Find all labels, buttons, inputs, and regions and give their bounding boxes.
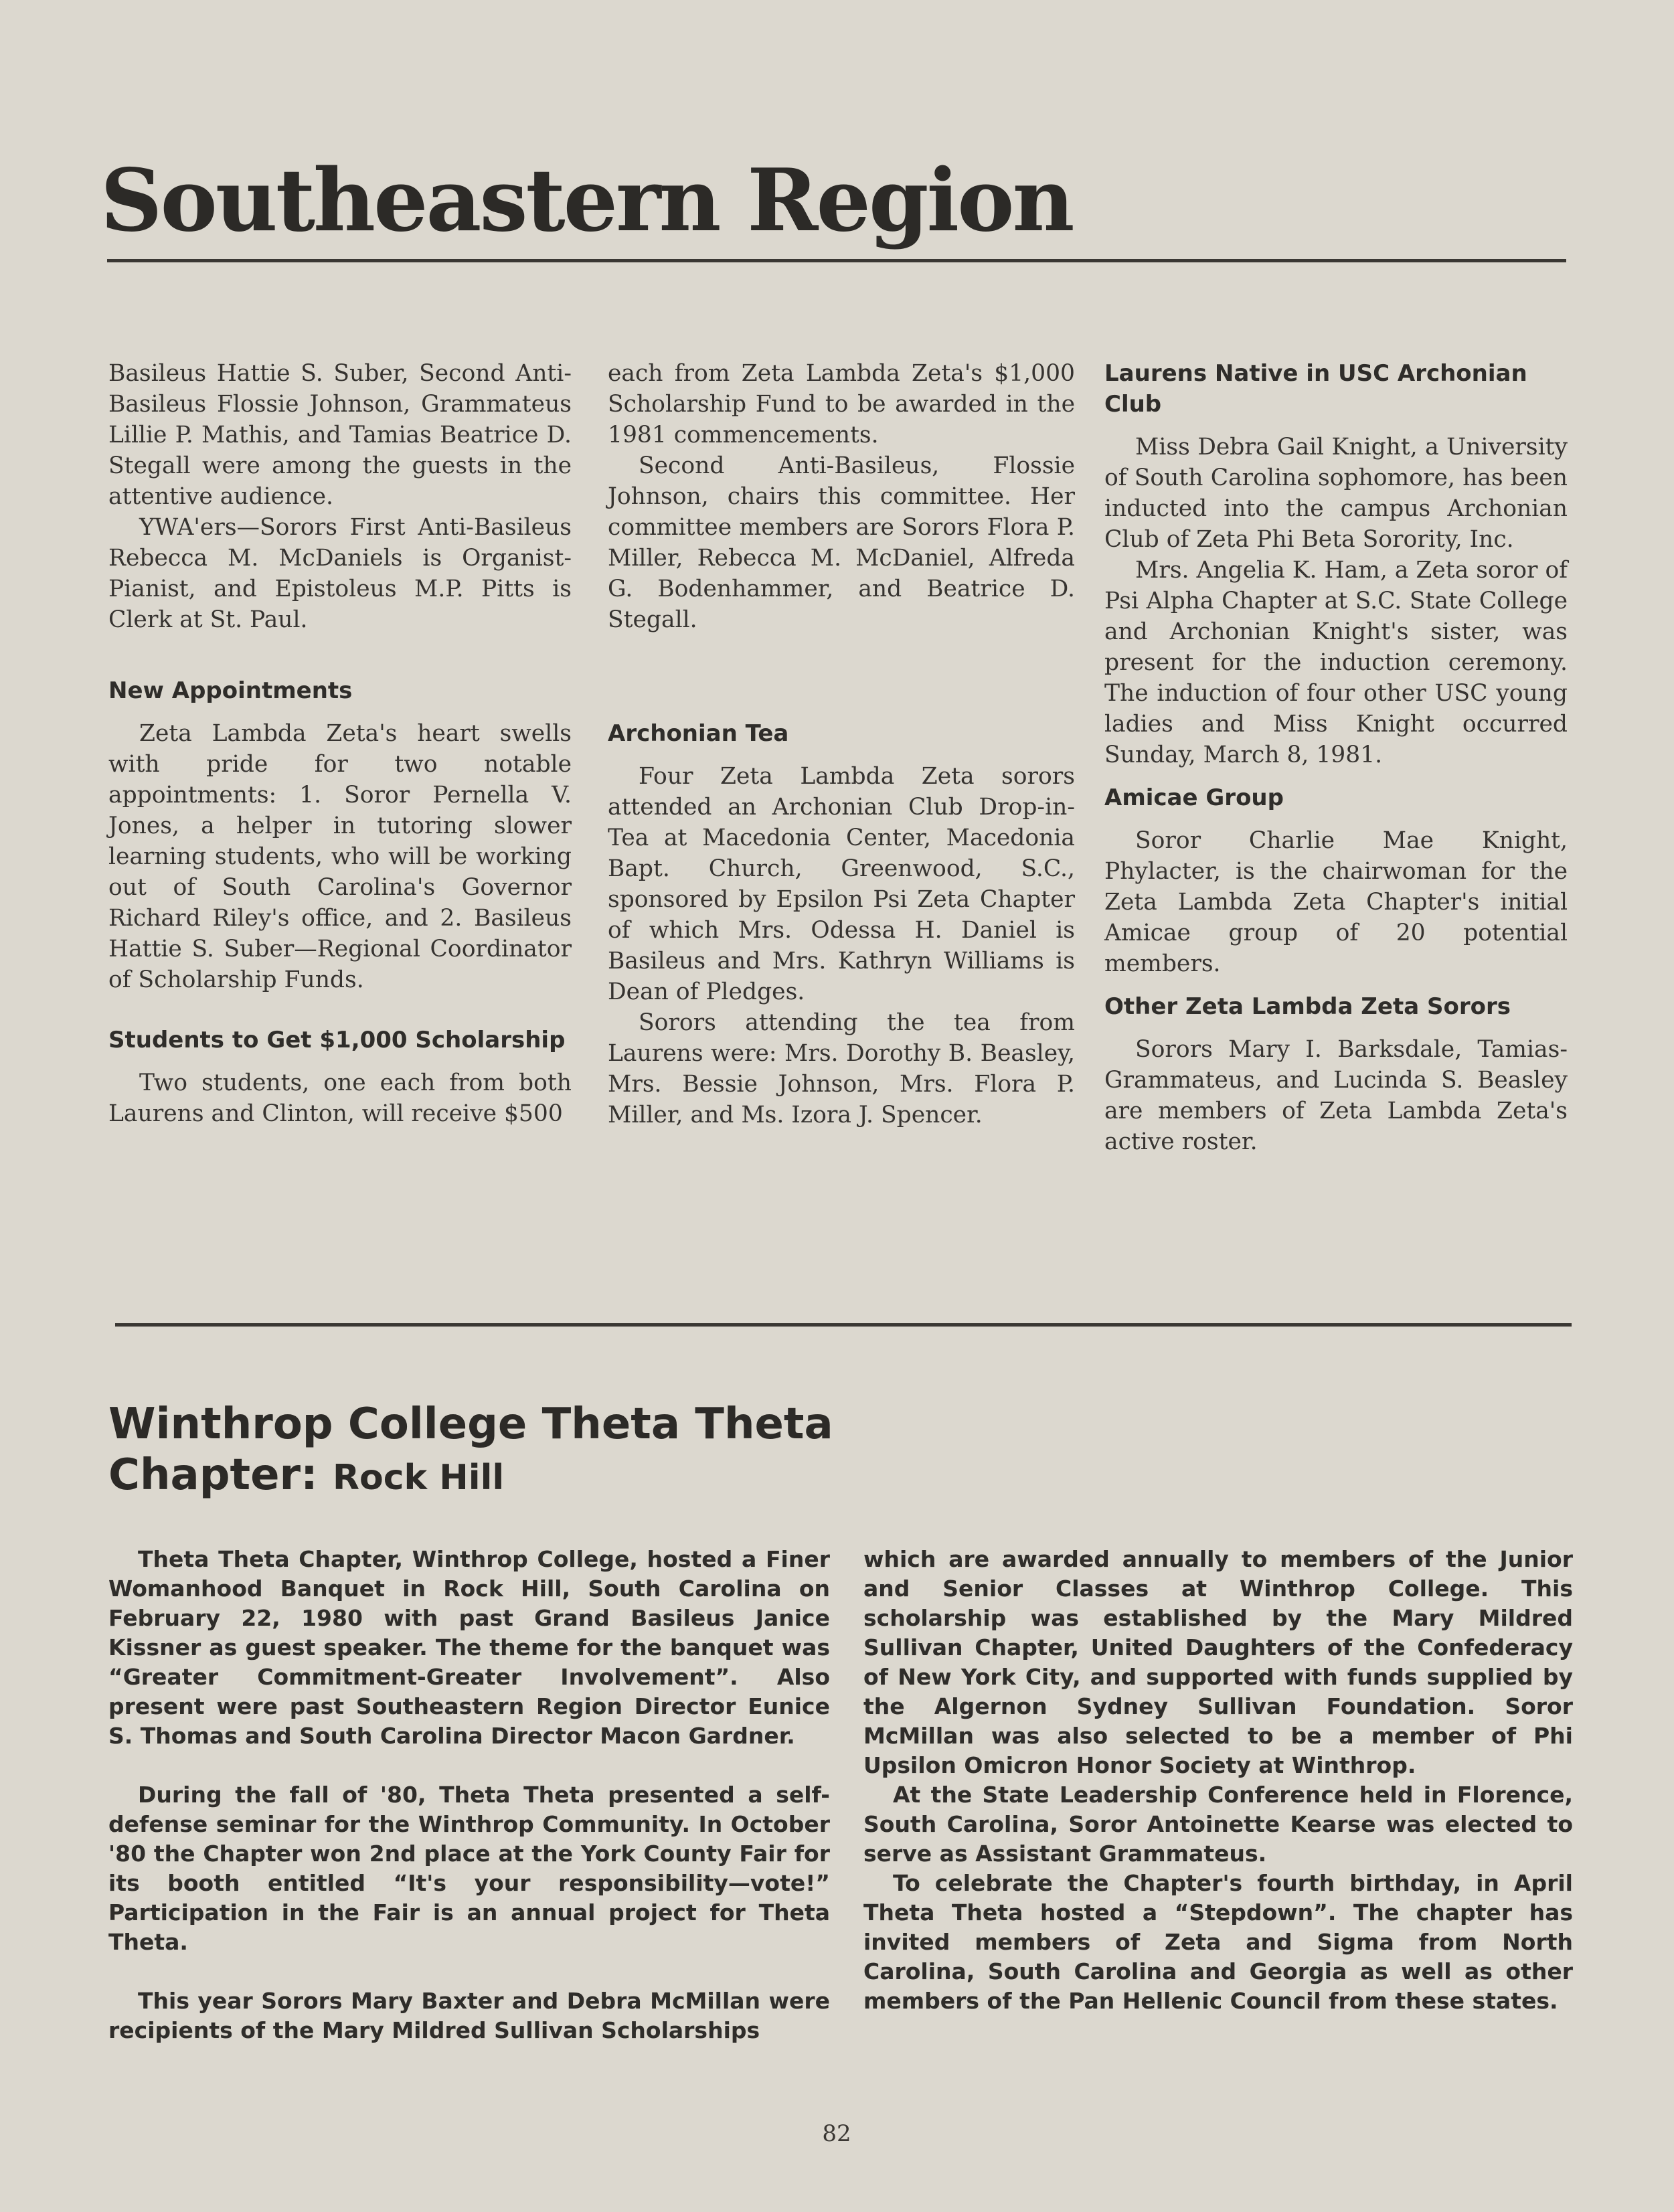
paragraph: This year Sorors Mary Baxter and Debra McMillan were recipients of the Mary Mildred Sullivan Scholarships	[108, 1988, 830, 2043]
paragraph: Sorors attending the tea from Laurens were: Mrs. Dorothy B. Beasley, Mrs. Bessie Johnson, Mrs. Flora P. Miller, and Ms. Izora J. Spencer.	[608, 1009, 1075, 1128]
heading-other-sorors: Other Zeta Lambda Zeta Sorors	[1104, 993, 1511, 1020]
paragraph: During the fall of '80, Theta Theta presented a self-defense seminar for the Winthrop Community. In October '80 the Chapter won 2nd place at the York County Fair for its booth entitled “It's your responsibility—vote!” Participation in the Fair is an annual project for Theta Theta.	[108, 1782, 830, 1955]
paragraph: To celebrate the Chapter's fourth birthday, in April Theta Theta hosted a “Stepdown”. The chapter has invited members of Zeta and Sigma from North Carolina, South Carolina and Georgia as well as other members of the Pan Hellenic Council from these states.	[863, 1870, 1573, 2014]
paragraph: Two students, one each from both Laurens and Clinton, will receive $500	[108, 1070, 572, 1127]
paragraph: At the State Leadership Conference held in Florence, South Carolina, Soror Antoinette Kearse was elected to serve as Assistant Grammateus.	[863, 1782, 1573, 1867]
heading-new-appointments: New Appointments	[108, 677, 353, 704]
page-number: 82	[822, 2120, 851, 2147]
section2-title-location: Rock Hill	[332, 1458, 505, 1498]
section2-title	[108, 1399, 979, 1503]
paragraph: Basileus Hattie S. Suber, Second Anti-Basileus Flossie Johnson, Grammateus Lillie P. Mathis, and Tamias Beatrice D. Stegall were among the guests in the attentive audience.	[108, 360, 572, 510]
section-divider	[115, 1323, 1572, 1327]
paragraph: Four Zeta Lambda Zeta sorors attended an Archonian Club Drop-in-Tea at Macedonia Center, Macedonia Bapt. Church, Greenwood, S.C., sponsored by Epsilon Psi Zeta Chapter of which Mrs. Odessa H. Daniel is Basileus and Mrs. Kathryn Williams is Dean of Pledges.	[608, 763, 1075, 1005]
paragraph: Second Anti-Basileus, Flossie Johnson, chairs this committee. Her committee members are Sorors Flora P. Miller, Rebecca M. McDaniel, Alfreda G. Bodenhammer, and Beatrice D. Stegall.	[608, 452, 1075, 633]
page-title: Southeastern Region	[100, 151, 1073, 251]
section2-title-main: Winthrop College Theta Theta Chapter:	[108, 1399, 833, 1500]
heading-laurens-native: Laurens Native in USC Archonian Club	[1104, 360, 1527, 418]
paragraph: Theta Theta Chapter, Winthrop College, hosted a Finer Womanhood Banquet in Rock Hill, South Carolina on February 22, 1980 with past Grand Basileus Janice Kissner as guest speaker. The theme for the banquet was “Greater Commitment-Greater Involvement”. Also present were past Southeastern Region Director Eunice S. Thomas and South Carolina Director Macon Gardner.	[108, 1546, 830, 1749]
section1-column-1	[108, 358, 572, 1129]
paragraph: Soror Charlie Mae Knight, Phylacter, is the chairwoman for the Zeta Lambda Zeta Chapter's initial Amicae group of 20 potential members.	[1104, 827, 1568, 977]
section2-column-1	[108, 1545, 830, 2045]
section1-column-3	[1104, 358, 1568, 1157]
heading-amicae-group: Amicae Group	[1104, 784, 1284, 811]
heading-scholarship: Students to Get $1,000 Scholarship	[108, 1027, 566, 1053]
title-rule	[107, 259, 1566, 262]
section1-column-2	[608, 358, 1075, 1130]
paragraph: Mrs. Angelia K. Ham, a Zeta soror of Psi Alpha Chapter at S.C. State College and Archonian Knight's sister, was present for the induction ceremony. The induction of four other USC young ladies and Miss Knight occurred Sunday, March 8, 1981.	[1104, 557, 1568, 768]
paragraph: Miss Debra Gail Knight, a University of South Carolina sophomore, has been inducted into the campus Archonian Club of Zeta Phi Beta Sorority, Inc.	[1104, 434, 1568, 553]
paragraph: YWA'ers—Sorors First Anti-Basileus Rebecca M. McDaniels is Organist-Pianist, and Epistoleus M.P. Pitts is Clerk at St. Paul.	[108, 514, 572, 633]
paragraph: Zeta Lambda Zeta's heart swells with pride for two notable appointments: 1. Soror Pernella V. Jones, a helper in tutoring slower learning students, who will be working out of South Carolina's Governor Richard Riley's office, and 2. Basileus Hattie S. Suber—Regional Coordinator of Scholarship Funds.	[108, 720, 572, 993]
paragraph: each from Zeta Lambda Zeta's $1,000 Scholarship Fund to be awarded in the 1981 commencements.	[608, 360, 1075, 448]
paragraph: which are awarded annually to members of the Junior and Senior Classes at Winthrop College. This scholarship was established by the Mary Mildred Sullivan Chapter, United Daughters of the Confederacy of New York City, and supported with funds supplied by the Algernon Sydney Sullivan Foundation. Soror McMillan was also selected to be a member of Phi Upsilon Omicron Honor Society at Winthrop.	[863, 1546, 1573, 1778]
paragraph: Sorors Mary I. Barksdale, Tamias-Grammateus, and Lucinda S. Beasley are members of Zeta Lambda Zeta's active roster.	[1104, 1036, 1568, 1155]
section2-column-2	[863, 1545, 1573, 2016]
heading-archonian-tea: Archonian Tea	[608, 720, 789, 747]
